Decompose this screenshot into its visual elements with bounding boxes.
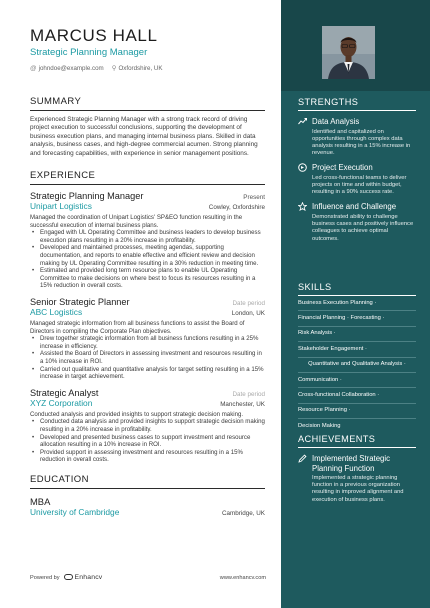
skill-item: Resource Planning ·: [298, 404, 416, 419]
powered-by-label: Powered by: [30, 574, 60, 581]
strength-item: [298, 163, 416, 196]
skills-heading: SKILLS: [298, 282, 416, 296]
job-company: ABC Logistics: [30, 306, 83, 317]
email-text: johndoe@example.com: [38, 64, 104, 72]
achievement-title: Implemented Strategic Planning Function: [312, 454, 391, 473]
strength-title: Data Analysis: [312, 117, 360, 126]
skill-item: Communication ·: [298, 373, 416, 388]
experience-heading: EXPERIENCE: [30, 170, 265, 185]
job-bullet: • Developed and presented business cases to support investment and resource allocation resulting in a 10% increase in ROI.: [30, 434, 265, 449]
skills-section: [298, 282, 416, 433]
strengths-section: [298, 97, 416, 243]
job-entry: [30, 388, 265, 464]
candidate-title: Strategic Planning Manager: [30, 47, 148, 58]
achievements-heading: ACHIEVEMENTS: [298, 434, 416, 448]
sidebar: [281, 0, 430, 608]
footer: [30, 574, 266, 581]
achievement-description: Implemented a strategic planning function in a previous organization resulting in improved alignment and execution of business plans.: [312, 475, 404, 503]
candidate-name: MARCUS HALL: [30, 26, 158, 45]
job-location: Cowley, Oxfordshire: [208, 204, 265, 212]
job-description: Managed the coordination of Unipart Logistics' SP&EO function resulting in the successful execution of internal business plans.: [30, 214, 243, 229]
job-title: Senior Strategic Planner: [30, 296, 130, 307]
contact-line: [30, 64, 265, 72]
pen-icon: [298, 454, 307, 504]
skill-item: Financial Planning · Forecasting ·: [298, 311, 416, 326]
job-entry: [30, 297, 265, 381]
strength-description: Identified and capitalized on opportunities through complex data analysis resulting in a 15% increase in revenue.: [312, 128, 411, 157]
job-title: Strategic Planning Manager: [30, 191, 144, 202]
job-date: Date period: [232, 390, 265, 398]
strength-description: Led cross-functional teams to deliver projects on time and within budget, resulting in a 90% success rate.: [312, 174, 407, 196]
brand-logo[interactable]: [64, 574, 103, 581]
job-bullets: [30, 418, 265, 464]
job-bullet: • Developed and maintained processes, meeting agendas, supporting documentation, and reports to enable effective and efficient review and decision making by UL Operating Committee resulting in a 30% reduction in meeting time.: [30, 244, 265, 267]
star-icon: [298, 202, 307, 242]
degree: MBA: [30, 495, 51, 507]
brand-name: Enhancv: [74, 574, 103, 581]
profile-photo: [322, 26, 375, 79]
job-date: Date period: [232, 299, 265, 307]
location-item: [112, 64, 163, 72]
job-bullet: • Conducted data analysis and provided insights to support strategic decision making resulting in a 20% increase in profitability.: [30, 418, 265, 433]
strength-description: Demonstrated ability to challenge business cases and positively influence colleagues to achieve optimal outcomes.: [312, 213, 414, 242]
profile-photo-graphic: [322, 26, 375, 79]
skill-item: Business Execution Planning ·: [298, 296, 416, 311]
job-bullet: • Engaged with UL Operating Committee and business leaders to develop business execution plans resulting in a 20% increase in profitability.: [30, 229, 265, 244]
job-entry: [30, 191, 265, 290]
school-name: University of Cambridge: [30, 506, 120, 517]
footer-url[interactable]: www.enhancv.com: [219, 574, 266, 581]
skill-item: Stakeholder Engagement ·: [298, 342, 416, 357]
achievements-section: [298, 434, 416, 504]
job-bullet: • Drew together strategic information from all business functions resulting in a 25% increase in efficiency.: [30, 335, 265, 350]
strengths-heading: STRENGTHS: [298, 97, 416, 111]
skill-item: Decision Making: [298, 422, 341, 429]
job-location: London, UK: [231, 309, 265, 317]
strength-title: Influence and Challenge: [312, 202, 397, 212]
job-date: Present: [243, 194, 265, 202]
location-text: Oxfordshire, UK: [118, 65, 163, 72]
enhancv-logo-icon: [64, 574, 73, 580]
job-location: Manchester, UK: [220, 400, 265, 408]
job-bullet: • Provided support in assessing investment and resources resulting in a 15% reduction in overall costs.: [30, 449, 265, 464]
skill-item: Risk Analysis ·: [298, 327, 416, 342]
job-bullet: • Carried out qualitative and quantitative analysis for target setting resulting in a 15% increase in target achievement.: [30, 366, 265, 381]
education-entry: [30, 496, 265, 517]
job-bullet: • Assisted the Board of Directors in assessing investment and resources resulting in a 10% increase in ROI.: [30, 350, 265, 365]
email-item[interactable]: [30, 65, 104, 72]
job-description: Conducted analysis and provided insights to support strategic decision making.: [30, 410, 244, 418]
job-bullets: [30, 335, 265, 381]
chart-icon: [298, 117, 307, 157]
strength-title: Project Execution: [312, 163, 373, 173]
job-bullet: • Estimated and provided long term resource plans to enable UL Operating Committee to make decisions on where best to focus its resources resulting in a 15% reduction in overall costs.: [30, 267, 265, 290]
achievement-item: [298, 454, 416, 504]
skill-item: Quantitative and Qualitative Analysis ·: [298, 358, 416, 373]
strength-item: [298, 117, 416, 157]
education-heading: EDUCATION: [30, 474, 265, 489]
job-description: Managed strategic information from all business functions to assist the Board of Directors in compiling the Corporate Plan objectives.: [30, 319, 245, 335]
job-bullets: [30, 229, 265, 290]
summary-heading: SUMMARY: [30, 96, 265, 111]
job-title: Strategic Analyst: [30, 387, 99, 398]
rocket-icon: [298, 163, 307, 196]
at-icon: @: [30, 64, 37, 72]
strength-item: [298, 202, 416, 242]
job-company: XYZ Corporation: [30, 397, 93, 408]
summary-text: Experienced Strategic Planning Manager with a strong track record of driving project execution to successful conclusions, supporting the development of business execution plans, and managing internal business plans. Skilled in data analysis, business cases, and high-degree commercial acumen. Strong planning and forecasting capabilities, with experience in senior management positions.: [30, 116, 258, 157]
skill-item: Cross-functional Collaboration ·: [298, 388, 416, 403]
job-company: Unipart Logistics: [30, 201, 92, 212]
school-location: Cambridge, UK: [221, 509, 265, 517]
location-pin-icon: ⚲: [111, 65, 117, 72]
powered-by: [30, 574, 102, 581]
